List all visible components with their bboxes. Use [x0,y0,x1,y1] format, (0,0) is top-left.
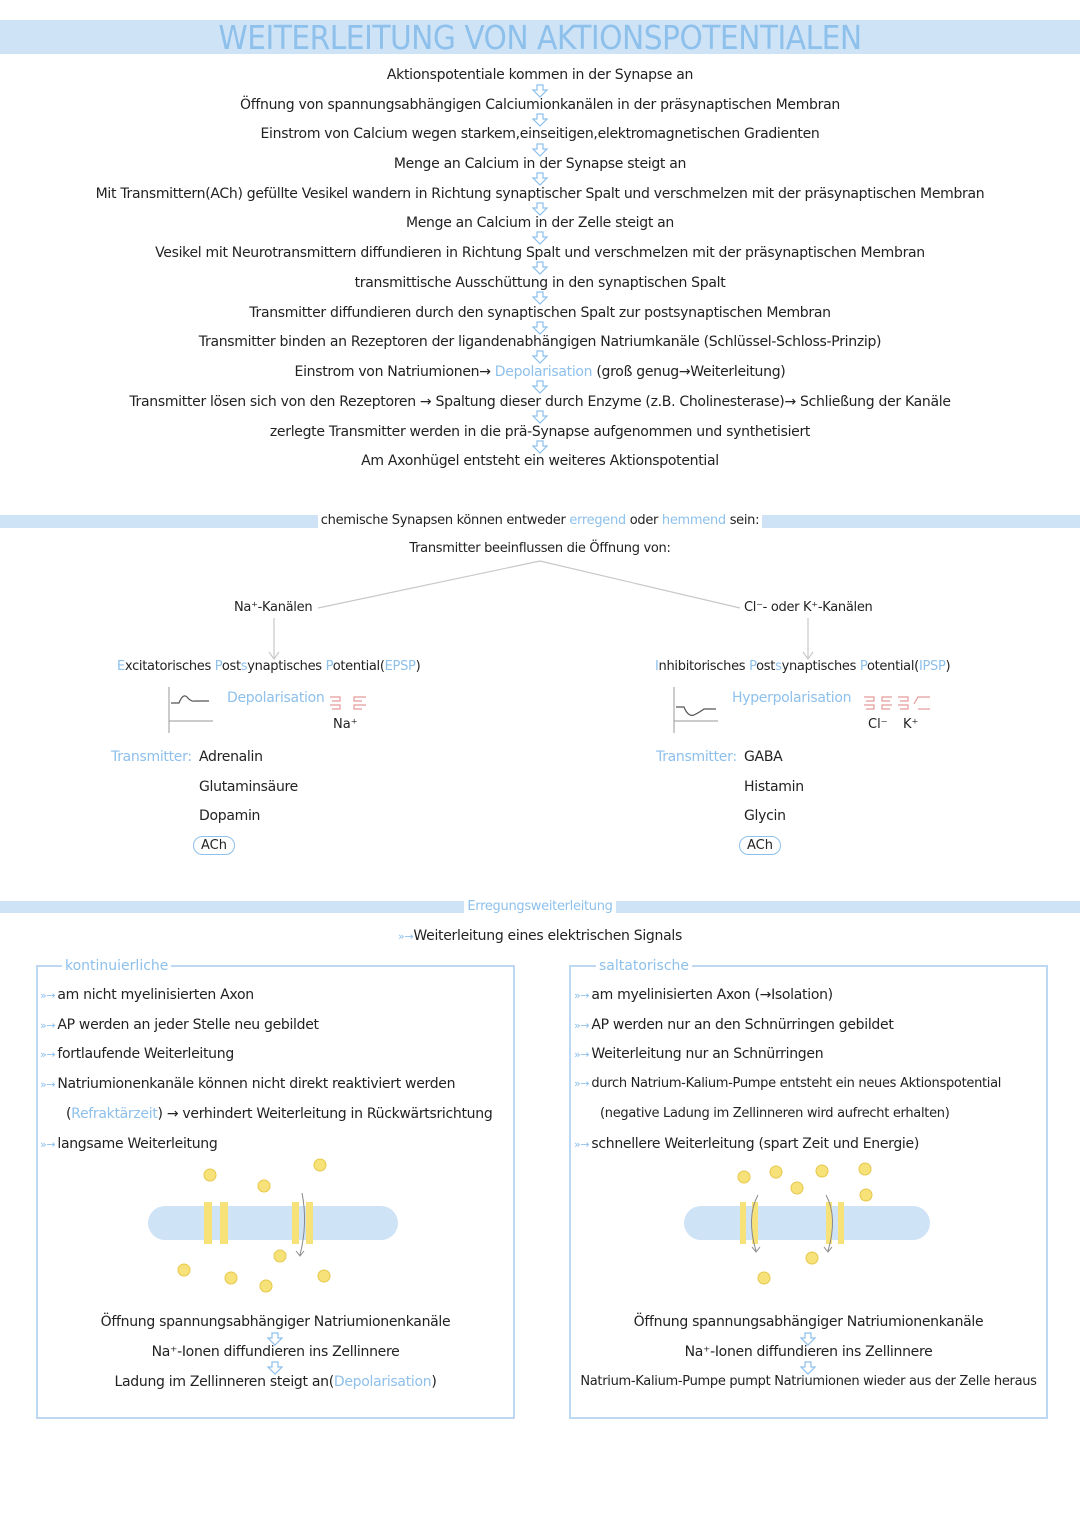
double-arrow-icon: »→ [40,1078,56,1091]
synapse-header-mid: oder [625,513,662,528]
refraktaerzeit-line [66,1106,492,1122]
flow-step-8: transmittische Ausschüttung in den synaptischen Spalt [354,275,726,291]
down-arrow-icon [532,84,548,98]
left-step-2: Na⁺-Ionen diffundieren ins Zellinnere [151,1344,400,1360]
left-bullet-5 [40,1136,217,1152]
down-arrow-icon [532,350,548,364]
epsp-rest4: otential( [332,659,385,674]
synapse-header-pre: chemische Synapsen können entweder [320,513,570,528]
right-bullet-4 [574,1076,1001,1091]
ach-badge-left: ACh [193,836,235,855]
transmitter-glycin: Glycin [744,808,786,824]
down-arrow-icon [532,113,548,127]
hyperpolarisation-graph-icon [670,685,720,737]
down-arrow-icon [532,380,548,394]
left-step-3-pre: Ladung im Zellinneren steigt an( [114,1374,334,1390]
down-arrow-icon [532,440,548,454]
left-step-3 [36,1374,515,1390]
down-arrow-icon [267,1361,283,1375]
erregend-label: erregend [569,513,626,528]
flow-step-10: Transmitter binden an Rezeptoren der ligandenabhängigen Natriumkanäle (Schlüssel-Schloss-Prinzip) [198,334,882,350]
flow-step-7: Vesikel mit Neurotransmittern diffundieren in Richtung Spalt und verschmelzen mit der präsynaptischen Membran [155,245,925,261]
refr-post: ) → verhindert Weiterleitung in Rückwärtsrichtung [157,1106,493,1122]
right-step-2: Na⁺-Ionen diffundieren ins Zellinnere [684,1344,933,1360]
double-arrow-icon: »→ [574,989,590,1002]
epsp-letter-p: P [214,659,222,674]
flow-step-2: Öffnung von spannungsabhängigen Calciumionkanälen in der präsynaptischen Membran [240,97,840,113]
left-bullet-1 [40,987,254,1003]
double-arrow-icon: »→ [398,930,414,943]
right-bullet-5-text: schnellere Weiterleitung (spart Zeit und Energie) [591,1136,919,1152]
erregung-header: Erregungsweiterleitung [467,899,613,914]
down-arrow-icon [800,1361,816,1375]
depolarisation-step-label: Depolarisation [333,1374,432,1390]
down-arrow-icon [532,410,548,424]
synapse-subheader: Transmitter beeinflussen die Öffnung von: [409,541,671,556]
transmitter-gaba: GABA [744,749,783,765]
cl-ion-label: Cl⁻ [868,717,888,732]
epsp-rest1: xcitatorisches [124,659,215,674]
ipsp-abbr: IPSP [918,659,946,674]
transmitter-dopamin: Dopamin [199,808,261,824]
double-arrow-icon: »→ [574,1138,590,1151]
right-bullet-2-text: AP werden nur an den Schnürringen gebildet [591,1017,894,1033]
hyperpolarisation-effect-label: Hyperpolarisation [732,690,852,706]
hemmend-label: hemmend [661,513,726,528]
synapse-header [0,513,1080,528]
flow-step-9: Transmitter diffundieren durch den synaptischen Spalt zur postsynaptischen Membran [249,305,831,321]
cl-k-channels-label: Cl⁻- oder K⁺-Kanälen [744,600,873,615]
left-step-1: Öffnung spannungsabhängiger Natriumionenkanäle [100,1314,451,1330]
depolarisation-label: Depolarisation [494,364,593,380]
down-arrow-icon [532,291,548,305]
ipsp-letter-p2: P [859,659,867,674]
na-channels-label: Na⁺-Kanälen [234,600,313,615]
left-bullet-5-text: langsame Weiterleitung [57,1136,218,1152]
page-title: WEITERLEITUNG VON AKTIONSPOTENTIALEN [218,18,862,57]
branch-lines [0,555,1080,665]
epsp-letter-e: E [117,659,125,674]
left-bullet-1-text: am nicht myelinisierten Axon [57,987,254,1003]
epsp-rest3: ynaptisches [247,659,326,674]
down-arrow-icon [532,172,548,186]
ipsp-letter-p: P [749,659,757,674]
down-arrow-icon [532,143,548,157]
left-bullet-4-text: Natriumionenkanäle können nicht direkt reaktiviert werden [57,1076,456,1092]
na-channel-icon [328,692,368,714]
right-step-1: Öffnung spannungsabhängiger Natriumionenkanäle [633,1314,984,1330]
right-bullet-2 [574,1017,894,1033]
epsp-letter-s: s [240,659,248,674]
transmitter-label-left: Transmitter: [111,749,192,765]
right-note: (negative Ladung im Zellinneren wird aufrecht erhalten) [600,1106,950,1121]
left-bullet-2 [40,1017,319,1033]
double-arrow-icon: »→ [574,1019,590,1032]
flow-step-14: Am Axonhügel entsteht ein weiteres Aktionspotential [361,453,719,469]
left-bullet-2-text: AP werden an jeder Stelle neu gebildet [57,1017,319,1033]
erregung-subheader [0,928,1080,944]
ipsp-letter-i: I [655,659,659,674]
flow-step-11-post: (groß genug→Weiterleitung) [592,364,786,380]
transmitter-label-right: Transmitter: [656,749,737,765]
right-bullet-3 [574,1046,823,1062]
epsp-abbr: EPSP [384,659,416,674]
ipsp-label [655,659,950,674]
left-bullet-4 [40,1076,455,1092]
right-bullet-5 [574,1136,919,1152]
transmitter-histamin: Histamin [744,779,804,795]
double-arrow-icon: »→ [40,1048,56,1061]
epsp-close: ) [415,659,421,674]
na-ion-label: Na⁺ [333,717,358,732]
ipsp-rest4: otential( [866,659,919,674]
cl-k-channel-icon [862,692,932,714]
refraktaerzeit-label: Refraktärzeit [71,1106,158,1122]
double-arrow-icon: »→ [574,1077,590,1090]
epsp-letter-p2: P [325,659,333,674]
right-bullet-1-text: am myelinisierten Axon (→Isolation) [591,987,833,1003]
left-bullet-3 [40,1046,234,1062]
left-bullet-3-text: fortlaufende Weiterleitung [57,1046,234,1062]
down-arrow-icon [532,321,548,335]
flow-step-4: Menge an Calcium in der Synapse steigt an [393,156,687,172]
depolarisation-effect-label: Depolarisation [227,690,325,706]
double-arrow-icon: »→ [40,1138,56,1151]
flow-step-13: zerlegte Transmitter werden in die prä-Synapse aufgenommen und synthetisiert [269,424,811,440]
ipsp-letter-s: s [775,659,782,674]
double-arrow-icon: »→ [40,1019,56,1032]
flow-step-6: Menge an Calcium in der Zelle steigt an [405,215,675,231]
right-bullet-1 [574,987,833,1003]
ipsp-close: ) [945,659,951,674]
flow-step-11-pre: Einstrom von Natriumionen→ [294,364,495,380]
kontinuierliche-label: kontinuierliche [62,958,171,974]
left-step-3-post: ) [431,1374,437,1390]
ipsp-rest3: ynaptisches [781,659,860,674]
right-bullet-4-text: durch Natrium-Kalium-Pumpe entsteht ein neues Aktionspotential [591,1076,1002,1091]
transmitter-glutaminsaeure: Glutaminsäure [199,779,298,795]
synapse-header-post: sein: [725,513,760,528]
depolarisation-graph-icon [165,685,215,737]
double-arrow-icon: »→ [40,989,56,1002]
ipsp-rest1: nhibitorisches [658,659,750,674]
flow-step-12: Transmitter lösen sich von den Rezeptoren → Spaltung dieser durch Enzyme (z.B. Cholinesterase)→ Schließung der Kanäle [129,394,951,410]
ach-badge-right: ACh [739,836,781,855]
flow-step-11 [0,364,1080,380]
flow-step-5: Mit Transmittern(ACh) gefüllte Vesikel wandern in Richtung synaptischer Spalt und verschmelzen mit der präsynaptischen Membran [95,186,985,202]
epsp-rest2: ost [221,659,241,674]
refr-pre: ( [66,1106,72,1122]
right-step-3: Natrium-Kalium-Pumpe pumpt Natriumionen wieder aus der Zelle heraus [580,1374,1037,1389]
myelinated-axon-diagram [676,1155,946,1295]
down-arrow-icon [532,261,548,275]
unmyelinated-axon-diagram [140,1155,410,1295]
flow-step-3: Einstrom von Calcium wegen starkem,einseitigen,elektromagnetischen Gradienten [260,126,820,142]
double-arrow-icon: »→ [574,1048,590,1061]
erregung-subheader-text: Weiterleitung eines elektrischen Signals [413,928,682,944]
ipsp-rest2: ost [756,659,776,674]
saltatorische-label: saltatorische [596,958,692,974]
down-arrow-icon [532,231,548,245]
epsp-label [117,659,420,674]
flow-step-1: Aktionspotentiale kommen in der Synapse an [386,67,694,83]
k-ion-label: K⁺ [903,717,919,732]
transmitter-adrenalin: Adrenalin [199,749,263,765]
down-arrow-icon [532,202,548,216]
right-bullet-3-text: Weiterleitung nur an Schnürringen [591,1046,824,1062]
